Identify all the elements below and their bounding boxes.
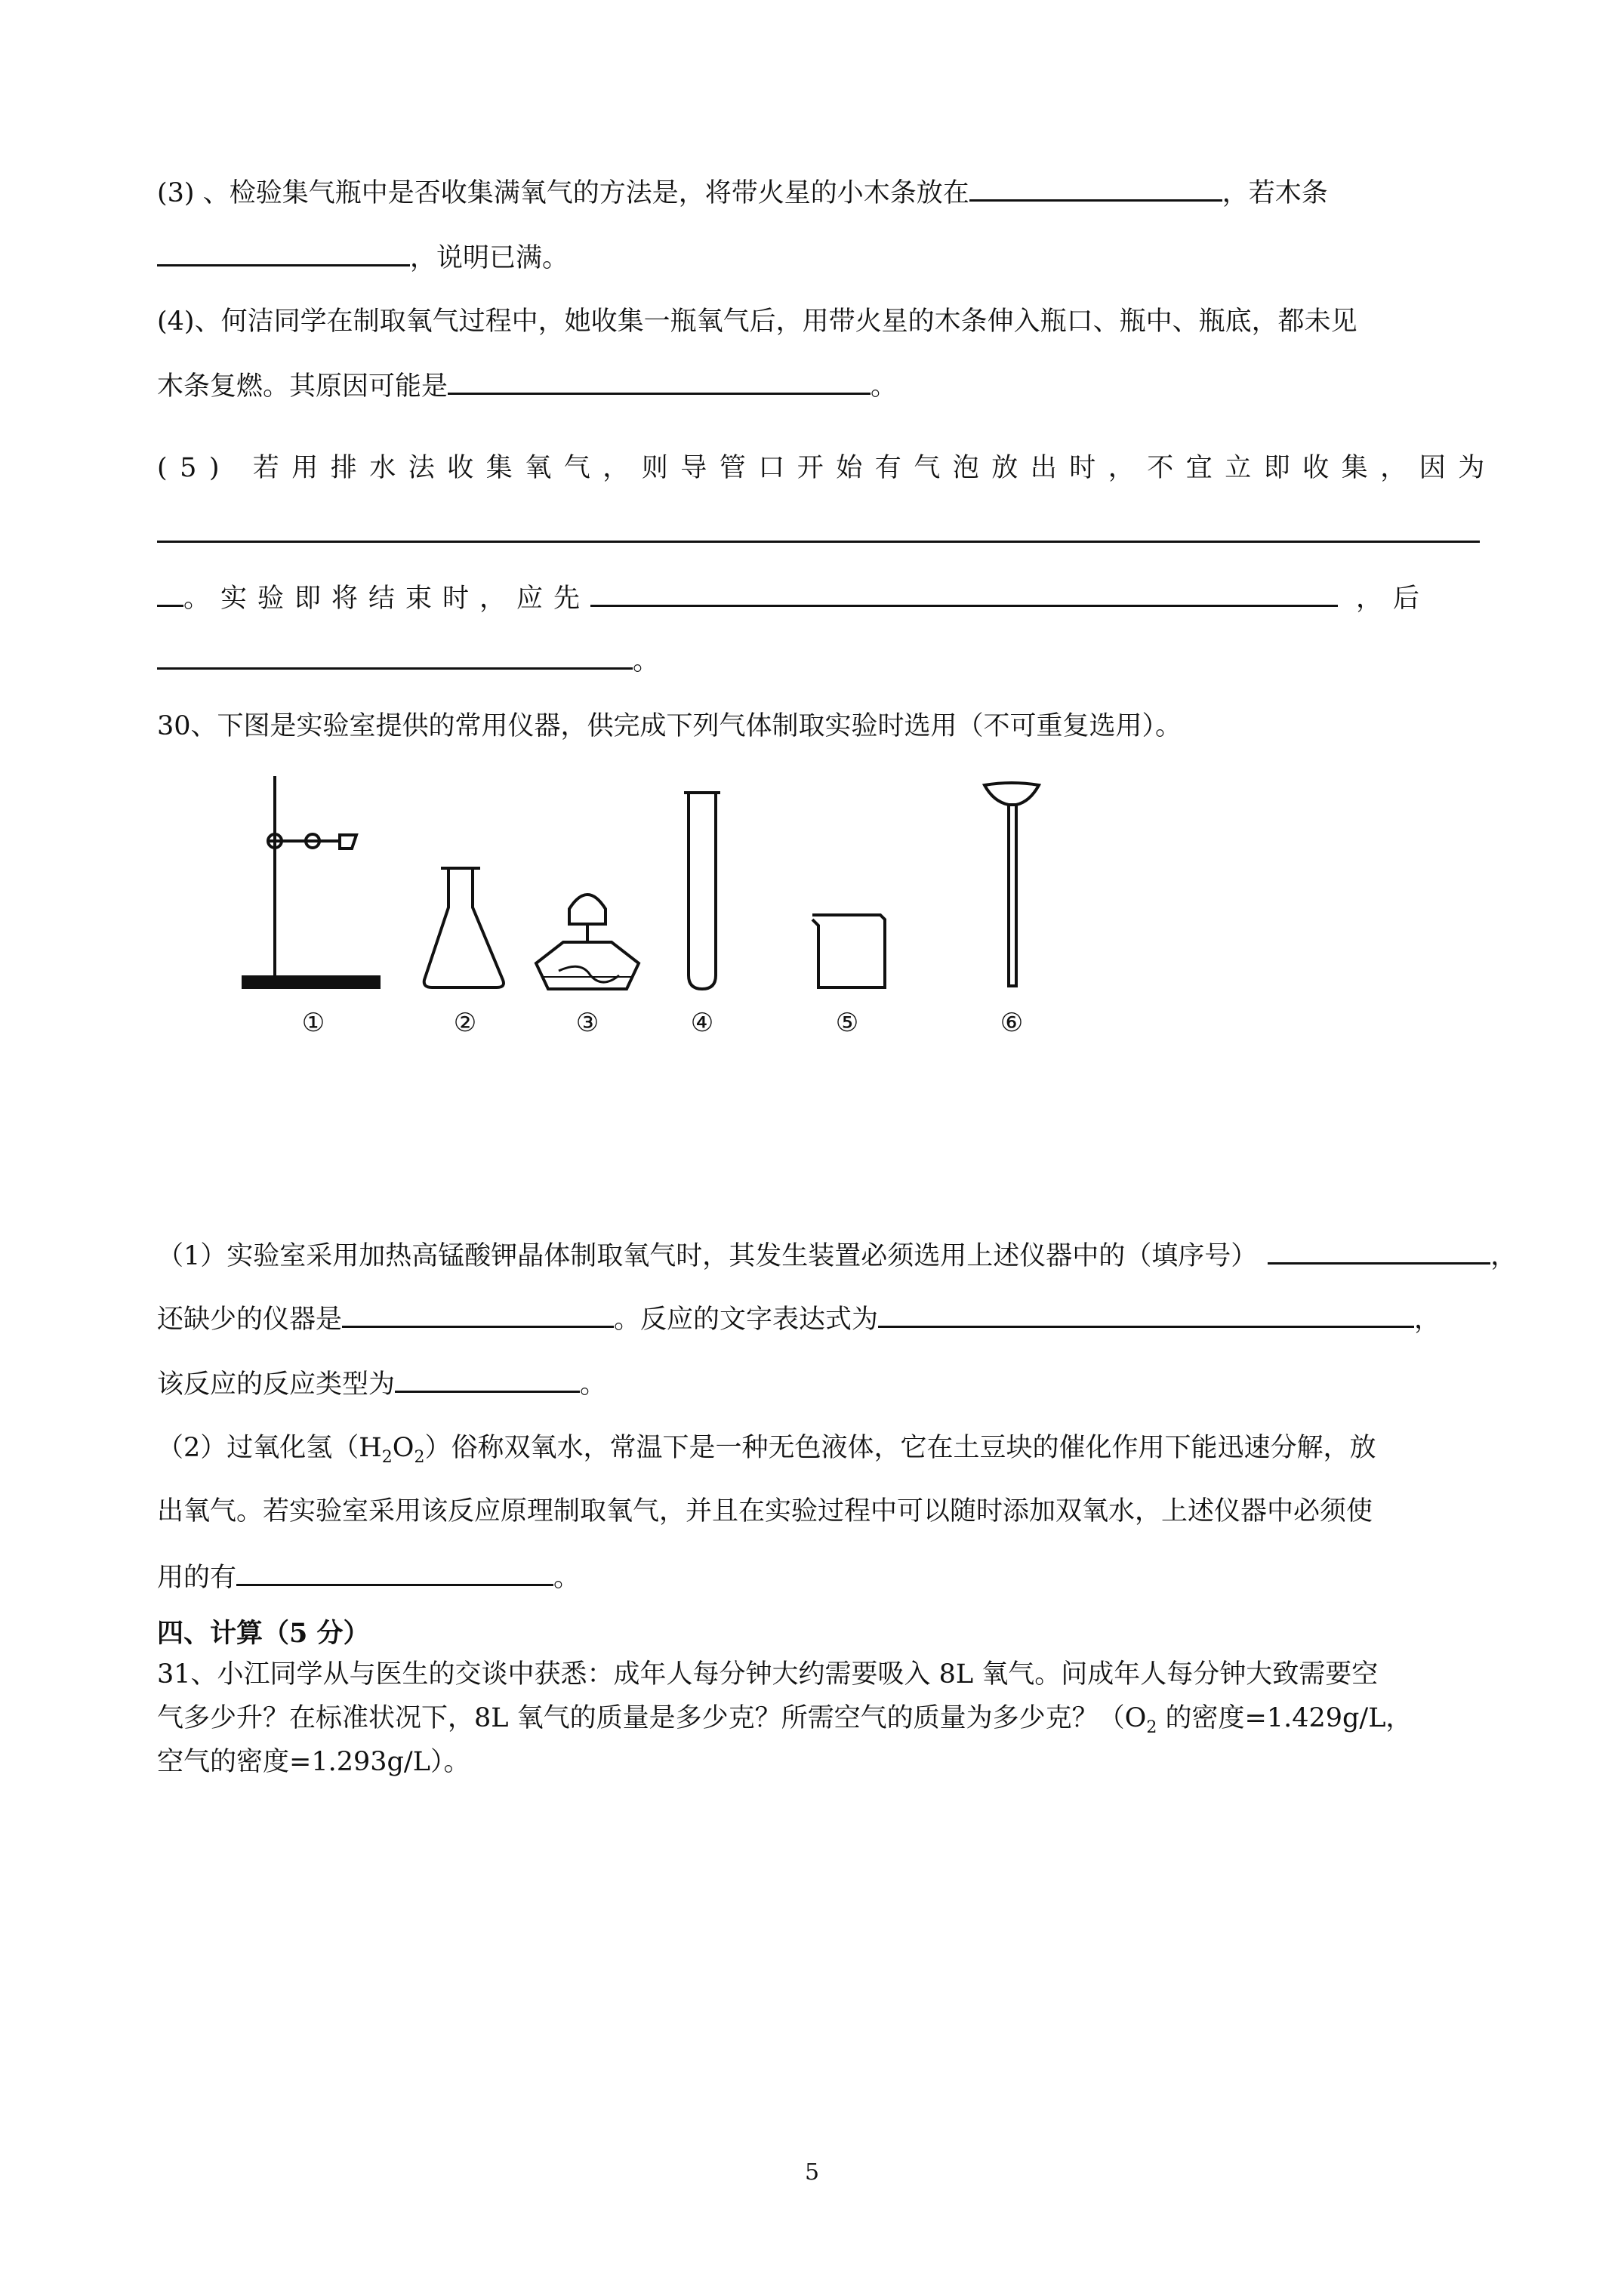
q29-part3-line2: ，说明已满。 <box>157 237 1480 276</box>
label-5: ⑤ <box>835 1008 859 1038</box>
q30-part1-line2: 还缺少的仪器是 。反应的文字表达式为 ， <box>157 1298 1480 1338</box>
conical-flask-icon <box>424 868 504 987</box>
test-tube-icon <box>684 793 720 989</box>
answer-blank[interactable] <box>878 1298 1414 1328</box>
label-3: ③ <box>575 1008 599 1038</box>
apparatus-figure <box>226 762 1095 1049</box>
label-1: ① <box>301 1008 325 1038</box>
iron-stand-icon <box>243 776 379 987</box>
beaker-icon <box>812 915 885 987</box>
section4-heading: 四、计算（5 分） <box>157 1618 370 1649</box>
long-neck-funnel-icon <box>985 783 1039 986</box>
answer-blank[interactable] <box>157 578 183 607</box>
q30-part1-line3: 该反应的反应类型为 。 <box>157 1363 1480 1403</box>
answer-blank[interactable] <box>157 513 1480 543</box>
q30-part2-line1: （2）过氧化氢$(H_2O_2)$俗称双氧水，常温下是一种无色液体，它在土豆块的催化作用下能迅速分解，放 <box>157 1433 1376 1467</box>
q30-part1-line1: （1）实验室采用加热高锰酸钾晶体制取氧气时，其发生装置必须选用上述仪器中的（填序号） ， <box>157 1235 1480 1274</box>
q29-part5-line3: 。实验即将结束时，应先 ，后 <box>157 578 1480 617</box>
answer-blank[interactable] <box>157 640 633 670</box>
label-4: ④ <box>690 1008 714 1038</box>
q29-part5-line1: (5) 若用排水法收集氧气，则导管口开始有气泡放出时，不宜立即收集，因为 <box>157 453 1497 483</box>
q29-part5-line2 <box>157 513 1480 553</box>
label-2: ② <box>453 1008 477 1038</box>
q31-line3: 空气的密度=1.293g/L）。 <box>157 1747 470 1777</box>
q29-part5-line4: 。 <box>157 640 1480 679</box>
answer-blank[interactable] <box>1268 1235 1490 1265</box>
answer-blank[interactable] <box>590 578 1338 607</box>
q29-part4-line1: (4)、何洁同学在制取氧气过程中，她收集一瓶氧气后，用带火星的木条伸入瓶口、瓶中、瓶底，都未见 <box>157 307 1357 337</box>
q29-part4-line2: 木条复燃。其原因可能是 。 <box>157 365 1480 405</box>
answer-blank[interactable] <box>342 1298 614 1328</box>
answer-blank[interactable] <box>157 237 410 266</box>
answer-blank[interactable] <box>395 1363 580 1393</box>
q30-stem: 30、下图是实验室提供的常用仪器，供完成下列气体制取实验时选用（不可重复选用）。 <box>157 711 1182 741</box>
answer-blank[interactable] <box>969 172 1222 202</box>
answer-blank[interactable] <box>236 1557 553 1586</box>
answer-blank[interactable] <box>448 365 871 395</box>
q30-part2-line3: 用的有 。 <box>157 1557 1480 1596</box>
label-6: ⑥ <box>1000 1008 1024 1038</box>
apparatus-drawing <box>226 762 1095 1049</box>
q30-part2-line2: 出氧气。若实验室采用该反应原理制取氧气，并且在实验过程中可以随时添加双氧水，上述仪器中必须使 <box>157 1496 1373 1526</box>
q31-line1: 31、小江同学从与医生的交谈中获悉：成年人每分钟大约需要吸入 8L 氧气。问成年人每分钟大致需要空 <box>157 1659 1379 1690</box>
q29-part3-line1: (3) 、检验集气瓶中是否收集满氧气的方法是，将带火星的小木条放在 ，若木条 <box>157 172 1480 211</box>
q31-line2: 气多少升？在标准状况下，8L 氧气的质量是多少克？所需空气的质量为多少克？（$O_2$ 的密度=1.429g/L， <box>157 1703 1413 1737</box>
alcohol-lamp-icon <box>536 895 639 989</box>
page-number: 5 <box>804 2159 820 2186</box>
